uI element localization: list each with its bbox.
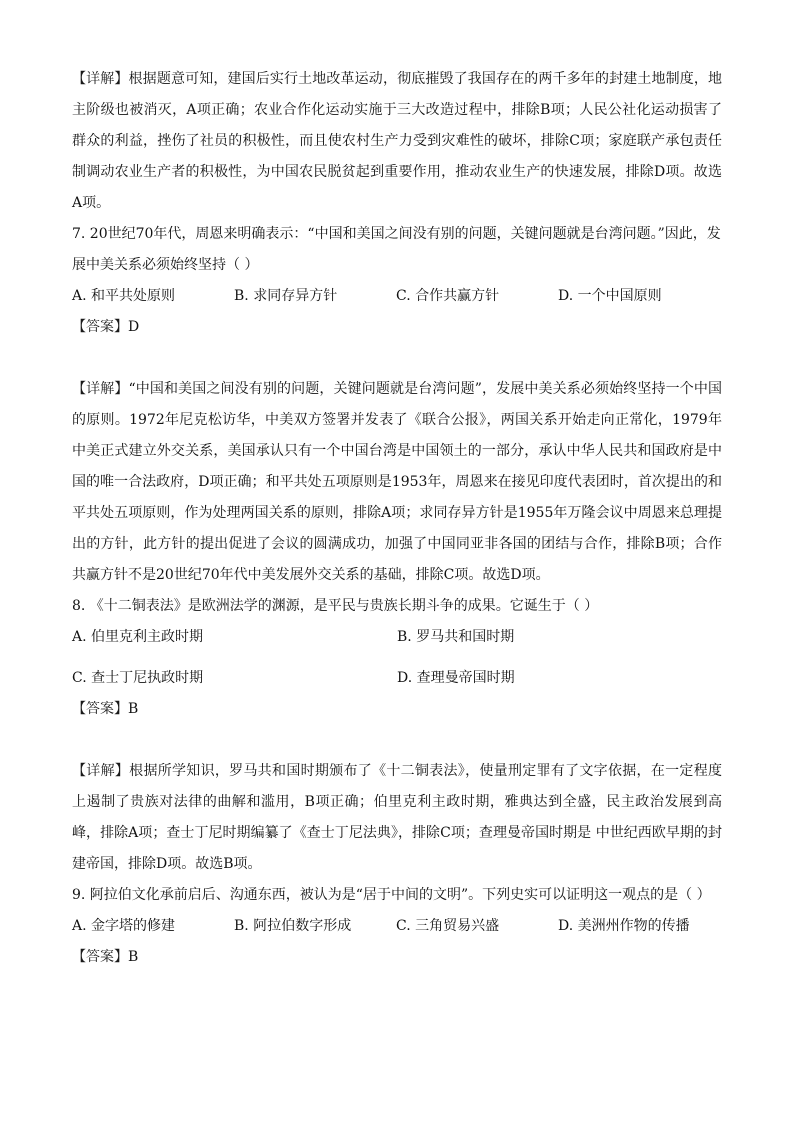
explain-tag: 【详解】 [72,381,129,397]
explain-text: “中国和美国之间没有别的问题，关键问题就是台湾问题”，发展中美关系必须始终坚持一个中国的原则。1972年尼克松访华，中美双方签署并发表了《联合公报》，两国关系开始走向正常化，1979年中美正式建立外交关系，美国承认只有一个中国台湾是中国领土的一部分，承认中华人民共和国政府是中国的唯一合法政府，D项正确；和平共处五项原则是1953年，周恩来在接见印度代表团时，首次提出的和平共处五项原则，作为处理两国关系的原则，排除A项；求同存异方针是1955年万隆会议中周恩来总理提出的方针，此方针的提出促进了会议的圆满成功，加强了中国同亚非各国的团结与合作，排除B项；合作共赢方针不是20世纪70年代中美发展外交关系的基础，排除C项。故选D项。 [72,381,723,583]
spacer [72,343,722,374]
document-page [72,64,722,973]
question-7-answer [72,312,722,343]
question-8-stem: 8. 《十二铜表法》是欧洲法学的渊源，是平民与贵族长期斗争的成果。它诞生于（ ） [72,598,599,614]
question-8-options-row2 [72,663,722,694]
answer-tag: 【答案】 [72,949,128,965]
option-b: B. 阿拉伯数字形成 [234,918,352,934]
option-a: A. 金字塔的修建 [72,918,176,934]
question-7-stem: 7. 20世纪70年代，周恩来明确表示：“中国和美国之间没有别的问题，关键问题就是台湾问题。”因此，发展中美关系必须始终坚持（ ） [72,226,721,273]
explain-tag: 【详解】 [72,71,129,87]
spacer [72,653,722,663]
answer-tag: 【答案】 [72,319,128,335]
answer-tag: 【答案】 [72,701,128,717]
answer-value: D [128,319,140,335]
answer-value: B [128,949,139,965]
option-d: D. 美洲州作物的传播 [558,918,690,934]
option-c: C. 三角贸易兴盛 [396,918,500,934]
question-9-options [72,911,722,942]
explanation-q7 [72,374,722,591]
option-a: A. 伯里克利主政时期 [72,629,204,645]
option-d: D. 查理曼帝国时期 [397,670,515,686]
question-9-stem: 9. 阿拉伯文化承前启后、沟通东西，被认为是“居于中间的文明”。下列史实可以证明这一观点的是（ ） [72,887,711,903]
question-8-answer [72,694,722,725]
explanation-q8 [72,756,722,880]
option-d: D. 一个中国原则 [558,288,662,304]
option-a: A. 和平共处原则 [72,288,176,304]
question-9-answer [72,942,722,973]
question-8-options-row1 [72,622,722,653]
answer-value: B [128,701,139,717]
explanation-q6 [72,64,722,219]
option-b: B. 罗马共和国时期 [397,629,515,645]
option-c: C. 查士丁尼执政时期 [72,670,204,686]
question-7-options [72,281,722,312]
explain-text: 根据所学知识，罗马共和国时期颁布了《十二铜表法》，使量刑定罪有了文字依据，在一定程度上遏制了贵族对法律的曲解和滥用，B项正确；伯里克利主政时期，雅典达到全盛，民主政治发展到高峰，排除A项；查士丁尼时期编纂了《查士丁尼法典》，排除C项；查理曼帝国时期是 中世纪西欧早期的封建帝国，排除D项。故选B项。 [72,763,722,872]
option-b: B. 求同存异方针 [234,288,338,304]
explain-tag: 【详解】 [72,763,130,779]
option-c: C. 合作共赢方针 [396,288,500,304]
spacer [72,725,722,756]
explain-text: 根据题意可知，建国后实行土地改革运动，彻底摧毁了我国存在的两千多年的封建土地制度，地主阶级也被消灭，A项正确；农业合作化运动实施于三大改造过程中，排除B项；人民公社化运动损害了群众的利益，挫伤了社员的积极性，而且使农村生产力受到灾难性的破坏，排除C项；家庭联产承包责任制调动农业生产者的积极性，为中国农民脱贫起到重要作用，推动农业生产的快速发展，排除D项。故选A项。 [72,71,723,211]
